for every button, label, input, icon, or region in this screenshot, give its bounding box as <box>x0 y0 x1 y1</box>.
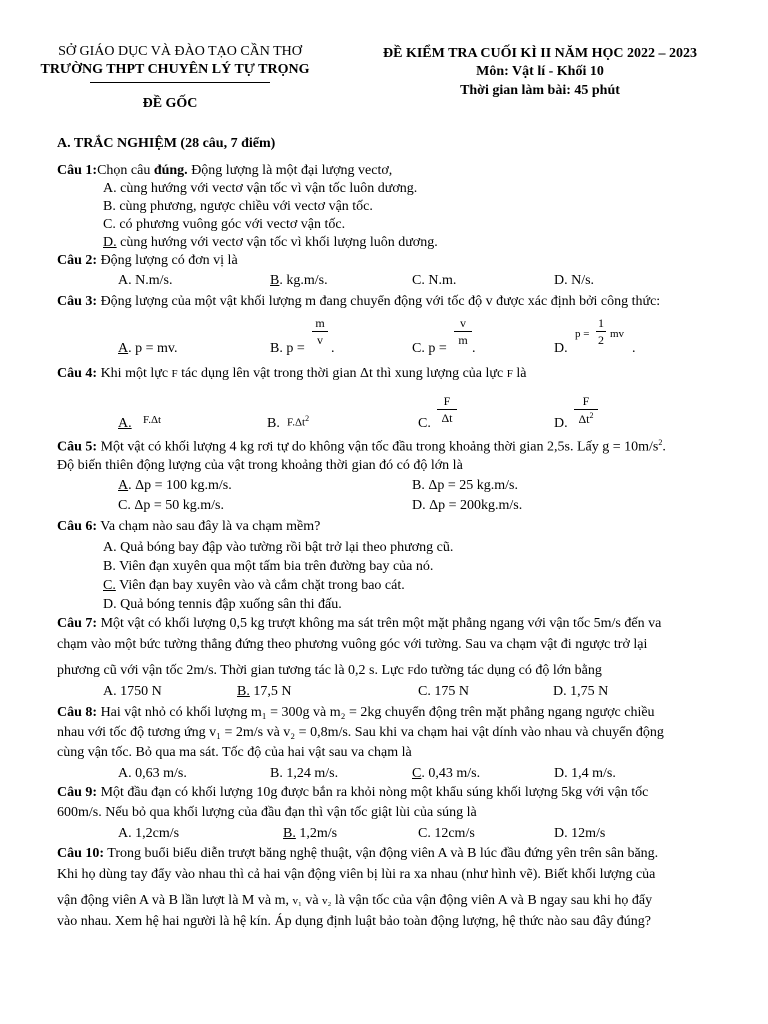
q7-option-a[interactable]: A. 1750 N <box>103 684 162 699</box>
q3-d-p: p = <box>575 328 590 340</box>
q4-option-c[interactable]: C. <box>418 416 431 431</box>
question-1: Câu 1:Chọn câu đúng. Động lượng là một đại lượng vectơ, <box>57 163 393 178</box>
q5-option-b[interactable]: B. Δp = 25 kg.m/s. <box>412 478 518 493</box>
header-underline <box>90 82 270 83</box>
q3-option-d[interactable]: D. <box>554 341 568 356</box>
q5-option-a[interactable]: A. Δp = 100 kg.m/s. <box>118 478 232 493</box>
question-8-line3: cùng vận tốc. Bỏ qua ma sát. Tốc độ của hai vật sau va chạm là <box>57 745 412 760</box>
q7-option-d[interactable]: D. 1,75 N <box>553 684 609 699</box>
q2-option-d[interactable]: D. N/s. <box>554 273 595 288</box>
q9-option-d[interactable]: D. 12m/s <box>554 826 606 841</box>
question-10-line3: vận động viên A và B lần lượt là M và m, v₁ và v₂ là vận tốc của vận động viên A và B ngay sau khi họ đẩy <box>57 893 653 908</box>
question-4: Câu 4: Khi một lực F tác dụng lên vật trong thời gian Δt thì xung lượng của lực F là <box>57 366 527 381</box>
q8-option-b[interactable]: B. 1,24 m/s. <box>270 766 339 781</box>
question-9-line2: 600m/s. Nếu bỏ qua khối lượng của đầu đạn thì vận tốc giật lùi của súng là <box>57 805 477 820</box>
q9-option-c[interactable]: C. 12cm/s <box>418 826 475 841</box>
question-label: Câu 1: <box>57 163 98 178</box>
q5-option-c[interactable]: C. Δp = 50 kg.m/s. <box>118 498 224 513</box>
q6-option-d[interactable]: D. Quả bóng tennis đập xuống sân thi đấu. <box>103 597 342 612</box>
q9-option-b[interactable]: B. 1,2m/s <box>283 826 338 841</box>
q2-option-a[interactable]: A. N.m/s. <box>118 273 173 288</box>
question-6: Câu 6: Va chạm nào sau đây là va chạm mềm? <box>57 519 321 534</box>
section-title: A. TRẮC NGHIỆM (28 câu, 7 điểm) <box>57 136 276 151</box>
q6-option-b[interactable]: B. Viên đạn xuyên qua một tấm bia trên đường bay của nó. <box>103 559 434 574</box>
q7-option-c[interactable]: C. 175 N <box>418 684 469 699</box>
question-5: Câu 5: Một vật có khối lượng 4 kg rơi tự do không vận tốc đầu trong khoảng thời gian 2,5s. Lấy $g = 10m/s^2$. <box>57 438 666 455</box>
q3-d-fraction: 1 2 <box>598 316 604 347</box>
header-school: TRƯỜNG THPT CHUYÊN LÝ TỰ TRỌNG <box>40 62 310 77</box>
q9-option-a[interactable]: A. 1,2cm/s <box>118 826 180 841</box>
question-7-line2: chạm vào một bức tường thẳng đứng theo phương vuông góc với tường. Sau va chạm vật đi ngược trở lại <box>57 637 648 652</box>
q3-d-mv: mv <box>610 328 625 340</box>
q4-c-fraction: F Δt <box>437 395 457 424</box>
q6-option-c[interactable]: C. Viên đạn bay xuyên vào và cắm chặt trong bao cát. <box>103 578 405 593</box>
q3-b-dot: . <box>331 341 335 356</box>
question-10-line2: Khi họ dùng tay đẩy vào nhau thì cả hai vận động viên bị lùi ra xa nhau (như hình vẽ). Biết khối lượng của <box>57 867 656 882</box>
q3-option-b[interactable]: B. p = <box>270 341 305 356</box>
question-2: Câu 2: Động lượng có đơn vị là <box>57 253 238 268</box>
q5-option-d[interactable]: D. Δp = 200kg.m/s. <box>412 498 523 513</box>
q3-b-fraction: m v <box>312 317 328 346</box>
question-10-line4: vào nhau. Xem hệ hai người là hệ kín. Áp dụng định luật bảo toàn động lượng, hệ thức nào sau đây đúng? <box>57 914 651 929</box>
q4-option-b[interactable]: B. <box>267 416 280 431</box>
q4-a-expression: F.Δt <box>143 414 162 426</box>
exam-duration: Thời gian làm bài: 45 phút <box>460 83 620 98</box>
q8-option-a[interactable]: A. 0,63 m/s. <box>118 766 187 781</box>
q2-option-c[interactable]: C. N.m. <box>412 273 457 288</box>
q3-option-a[interactable]: A. p = mv. <box>118 341 178 356</box>
exam-subject: Môn: Vật lí - Khối 10 <box>476 64 604 79</box>
q3-c-fraction: v m <box>454 317 472 346</box>
q3-option-c[interactable]: C. p = <box>412 341 447 356</box>
question-8-line2: nhau với tốc độ tương ứng v₁ = 2m/s và v₂ = 0,8m/s. Sau khi va chạm hai vật dính vào nhau và chuyển động <box>57 725 664 740</box>
question-7-line3: phương cũ với vận tốc 2m/s. Thời gian tương tác là 0,2 s. Lực Fdo tường tác dụng có độ lớn bằng <box>57 663 602 678</box>
q3-d-dot: . <box>632 341 636 356</box>
q6-option-a[interactable]: A. Quả bóng bay đập vào tường rồi bật trở lại theo phương cũ. <box>103 540 454 555</box>
q4-option-a[interactable]: A. <box>118 416 132 431</box>
q7-option-b[interactable]: B. 17,5 N <box>237 684 292 699</box>
q1-option-b[interactable]: B. cùng phương, ngược chiều với vectơ vận tốc. <box>103 199 373 214</box>
q4-b-expression: $F.\Delta t^2$ <box>287 414 310 429</box>
question-7: Câu 7: Một vật có khối lượng 0,5 kg trượt không ma sát trên một mặt phẳng ngang với vận tốc 5m/s đến va <box>57 616 662 631</box>
q3-c-dot: . <box>472 341 476 356</box>
q1-option-c[interactable]: C. có phương vuông góc với vectơ vận tốc. <box>103 217 346 232</box>
question-5-line2: Độ biến thiên động lượng của vật trong khoảng thời gian đó có độ lớn là <box>57 458 463 473</box>
q2-option-b[interactable]: B. kg.m/s. <box>270 273 328 288</box>
q1-option-d[interactable]: D. cùng hướng với vectơ vận tốc vì khối lượng luôn dương. <box>103 235 438 250</box>
exam-label: ĐỀ GỐC <box>142 96 198 111</box>
question-10: Câu 10: Trong buổi biểu diễn trượt băng nghệ thuật, vận động viên A và B lúc đầu đứng yên trên sân băng. <box>57 846 659 861</box>
q4-option-d[interactable]: D. <box>554 416 568 431</box>
q4-d-fraction: F $\Delta t^2$ <box>574 395 598 425</box>
question-9: Câu 9: Một đầu đạn có khối lượng 10g được bắn ra khỏi nòng một khẩu súng khối lượng 5kg với vận tốc <box>57 785 649 800</box>
q8-option-c[interactable]: C. 0,43 m/s. <box>412 766 481 781</box>
header-department: SỞ GIÁO DỤC VÀ ĐÀO TẠO CẦN THƠ <box>58 44 302 59</box>
q1-option-a[interactable]: A. cùng hướng với vectơ vận tốc vì vận tốc luôn dương. <box>103 181 418 196</box>
q8-option-d[interactable]: D. 1,4 m/s. <box>554 766 616 781</box>
exam-title: ĐỀ KIỂM TRA CUỐI KÌ II NĂM HỌC 2022 – 2023 <box>383 46 697 61</box>
question-3: Câu 3: Động lượng của một vật khối lượng m đang chuyển động với tốc độ v được xác định bởi công thức: <box>57 294 661 309</box>
question-8: Câu 8: Hai vật nhỏ có khối lượng m₁ = 300g và m₂ = 2kg chuyển động trên mặt phẳng ngang ngược chiều <box>57 705 655 720</box>
